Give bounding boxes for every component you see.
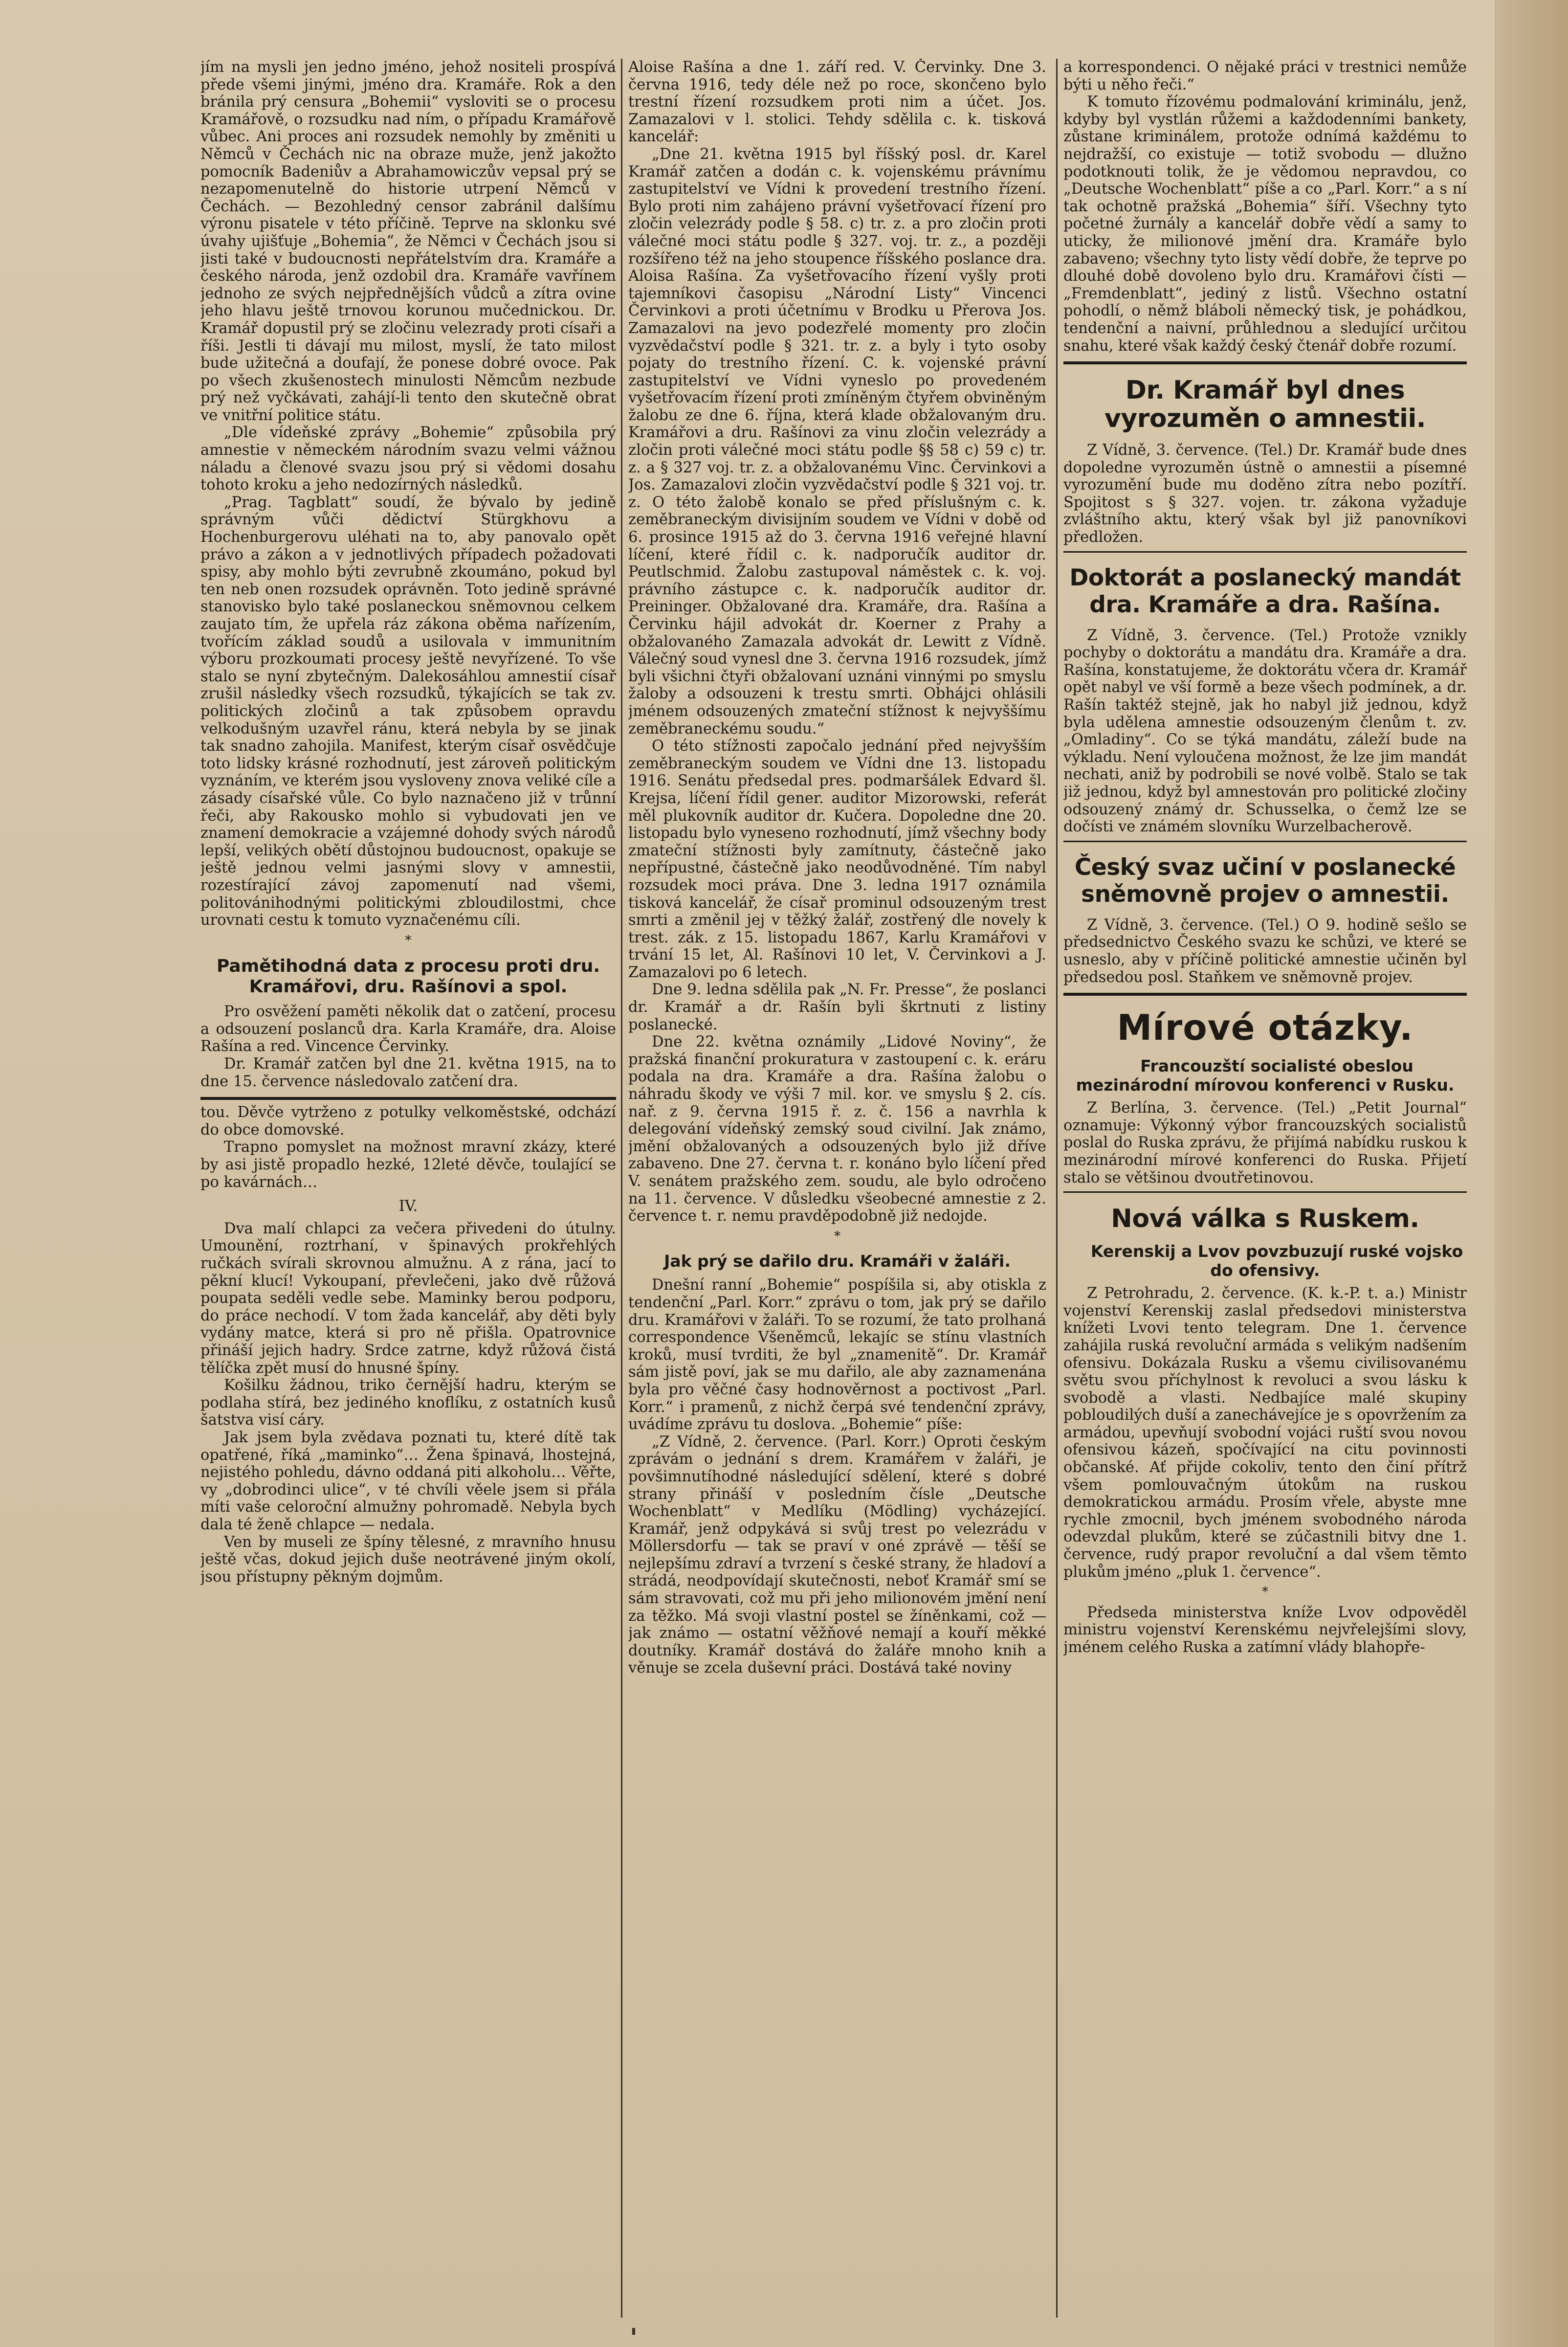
article-subheading: Kerenskij a Lvov povzbuzují ruské vojsko do ofensivy.	[1090, 1242, 1463, 1280]
article-paragraph: Z Petrohradu, 2. července. (K. k.-P. t. a.) Ministr vojenství Kerenskij zaslal předsedovi ministerstva knížeti Lvovi tento telegram. Dne 1. července zahájila ruská revoluční armáda s velikým nadšením ofensivu. Dokázala Rusku a všemu civilisovanému světu svou příchylnost k revoluci a svou lásku k svobodě a vlasti. Nedbajíce malé skupiny pobloudilých duší a zanechávejíce je s opovržením za armádou, upevňují svobodní vojáci ruští svou novou ofensivou kázeň, spočívající na citu povinnosti občanské. Ať přijde cokoliv, tento den činí přítrž všem pomlouvačným útokům na ruskou demokratickou armádu. Prosím vřele, abyste mne rychle zmocnil, bych jménem svobodného národa odevzdal plukům, které se zúčastnili bitvy dne 1. července, rudý prapor revoluční a dal všem těmto plukům jméno „pluk 1. července“.	[1063, 1285, 1467, 1581]
article-paragraph: Předseda ministerstva kníže Lvov odpověděl ministru vojenství Kerenskému nejvřelejšími slovy, jménem celého Ruska a zatímní vlády blahopře-	[1063, 1604, 1467, 1656]
article-paragraph: „Z Vídně, 2. července. (Parl. Korr.) Oproti českým zprávám o jednání s drem. Kramářem v žaláři, je povšimnutíhodné následující sdělení, které s dobré strany přináší v posledním čísle „Deutsche Wochenblatt“ v Medlíku (Mödling) vycházející. Kramář, jenž odpykává si svůj trest po velezrádu v Möllersdorfu — tak se praví v oné zprávě — těší se nejlepšímu zdraví a tvrzení s české strany, že hladoví a strádá, neodpovídají skutečnosti, neboť Kramář smí se sám stravovati, což mu při jeho milionovém jmění není za těžko. Má svoji vlastní postel se žíněnkami, což — jak známo — ostatní věžňové nemají a kouří měkké doutníky. Kramář dostává do žaláře mnoho knih a věnuje se zcela duševní práci. Dostává také noviny	[628, 1433, 1046, 1677]
article-paragraph: Z Vídně, 3. července. (Tel.) Protože vznikly pochyby o doktorátu a mandátu dra. Kramáře a dra. Rašína, konstatujeme, že doktorátu včera dr. Kramář opět nabyl ve vší formě a beze všech podmínek, a dr. Rašín taktéž stejně, jak ho nabyl již jednou, když byla udělena amnestie odsouzeným členům t. zv. „Omladiny“. Co se týká mandátu, záleží bude na výkladu. Není vyloučena možnost, že lze jim mandát nechati, aniž by podrobili se nové volbě. Stalo se tak již jednou, když byl amnestován pro politické zločiny odsouzený známý dr. Schusselka, o čemž lze se dočísti ve známém slovníku Wurzelbacherově.	[1063, 626, 1467, 836]
article-paragraph: Ven by museli ze špíny tělesné, z mravního hnusu ještě včas, dokud jejich duše neotrávené jiným okolí, jsou přístupny pěkným dojmům.	[200, 1533, 616, 1586]
article-paragraph: Dnešní ranní „Bohemie“ pospíšila si, aby otiskla z tendenční „Parl. Korr.“ zprávu o tom, jak prý se dařilo dru. Kramářovi v žaláři. To se rozumí, že tato prolhaná correspondence Všeněmců, lekajíc se stínu vlastních kroků, musí tvrditi, že byl „znamenitě“. Dr. Kramář sám jistě poví, jak se mu dařilo, ale aby zaznamenána byla pro věčné časy hodnověrnost a poctivost „Parl. Korr.“ i pramenů, z nichž čerpá své tendenční zprávy, uvádíme zprávu tu doslova. „Bohemie“ píše:	[628, 1276, 1046, 1433]
divider	[200, 1097, 616, 1100]
article-paragraph: Košilku žádnou, triko černější hadru, kterým se podlaha stírá, bez jediného knoflíku, z ostatních kusů šatstva visí cáry.	[200, 1377, 616, 1429]
section-number: IV.	[398, 1198, 418, 1215]
article-paragraph: Z Vídně, 3. července. (Tel.) O 9. hodině sešlo se předsednictvo Českého svazu ke schůzi, ve které se usneslo, aby v příčině politické amnestie učiněn byl předsedou posl. Staňkem ve sněmovně projev.	[1063, 916, 1467, 986]
article-paragraph: Dva malí chlapci za večera přivedeni do útulny. Umounění, roztrhaní, v špinavých prokřehlých ručkách svírali skrovnou almužnu. A z rána, jací to pěkní klucí! Vykoupaní, převlečeni, jako dvě růžová poupata seděli vedle sebe. Maminky berou podporu, do práce nechodí. V tom žada kancelář, aby děti byly vydány matce, která si pro ně přišla. Opatrovnice přináší jejich hadry. Srdce zatrne, když růžová čistá tělíčka zpět musí do hnusné špíny.	[200, 1220, 616, 1377]
divider	[1063, 1191, 1467, 1193]
article-headline: Dr. Kramář byl dnes vyrozuměn o amnestii.	[1104, 376, 1426, 434]
article-paragraph: Z Vídně, 3. července. (Tel.) Dr. Kramář bude dnes dopoledne vyrozuměn ústně o amnestii a písemné vyrozumění bude mu doděno zítra nebo pozítří. Spojitost s § 327. vojen. tr. zákona vyžaduje zvláštního aktu, který však byl již panovníkovi předložen.	[1063, 442, 1467, 546]
section-separator: *	[834, 1229, 840, 1244]
divider	[1063, 551, 1467, 553]
article-paragraph: jím na mysli jen jedno jméno, jehož nositeli prospívá přede všemi jinými, jméno dra. Kramáře. Rok a den bránila prý censura „Bohemii“ vysloviti se o procesu Kramářově, o rozsudku nad ním, o případu Kramářově vůbec. Ani proces ani rozsudek nemohly by změniti u Němců v Čechách nic na obraze muže, jenž jakožto pomocník Badeniův a Abrahamowiczův vepsal prý se nezapomenutelně do historie utrpení Němců v Čechách. — Bezohledný censor zabránil dalšímu výronu pisatele v této příčině. Teprve na sklonku své úvahy ujišťuje „Bohemia“, že Němci v Čechách jsou si jisti také v budoucnosti nepřátelstvím dra. Kramáře a českého národa, jenž ozdobil dra. Kramáře vavřínem jednoho ze svých nejpřednějších vůdců a zítra ovine jeho hlavu ještě trnovou korunou mučednickou. Dr. Kramář dopustil prý se zločinu velezrady proti císaři a říši. Jestli ti dávají mu milost, myslí, že tato milost bude užitečná a doufají, že ponese dobré ovoce. Pak po všech zkušenostech minulosti Němcům nezbude prý než vyčkávati, zahájí-li tento den skutečně obrat ve vnitřní politice státu.	[200, 59, 616, 424]
article-paragraph: Z Berlína, 3. července. (Tel.) „Petit Journal“ oznamuje: Výkonný výbor francouzských socialistů poslal do Ruska zprávu, že přijímá nabídku ruskou k mezinárodní mírové konferenci do Ruska. Přijetí stalo se většinou dvoutřetinovou.	[1063, 1099, 1467, 1186]
article-paragraph: „Dle vídeňské zprávy „Bohemie“ způsobila prý amnestie v německém národním svazu velmi vážnou náladu a členové svazu jsou prý si vědomi dosahu tohoto kroku a jeho nedozírných následků.	[200, 424, 616, 494]
binding-mark	[632, 2328, 635, 2335]
article-paragraph: Jak jsem byla zvědava poznati tu, které dítě tak opatřené, říká „maminko“… Žena špinavá, lhostejná, nejistého pohledu, dávno oddaná piti alkoholu… Věřte, vy „dobrodinci ulice“, v té chvíli věele jsem si přála míti vaše celoroční almužny pohromadě. Nebyla bych dala té ženě chlapce — nedala.	[200, 1429, 616, 1533]
article-headline: Nová válka s Ruskem.	[1111, 1204, 1419, 1234]
section-separator: *	[405, 933, 412, 948]
article-paragraph: Pro osvěžení paměti několik dat o zatčení, procesu a odsouzení poslanců dra. Karla Kramáře, dra. Aloise Rašína a red. Vincence Červinky.	[200, 1003, 616, 1055]
article-subheading: Francouzští socialisté obeslou mezinárodní mírovou konferenci v Rusku.	[1076, 1056, 1455, 1095]
article-headline: Mírové otázky.	[1117, 1007, 1413, 1049]
column-1	[200, 59, 616, 2327]
article-paragraph: Trapno pomyslet na možnost mravní zkázy, které by asi jistě propadlo hezké, 12leté děvče, toulající se po kavárnách…	[200, 1139, 616, 1191]
article-headline: Český svaz učiní v poslanecké sněmovně projev o amnestii.	[1074, 853, 1456, 908]
column-rule	[621, 59, 622, 2318]
article-paragraph: K tomuto řízovému podmalování kriminálu, jenž, kdyby byl vystlán růžemi a každodenními bankety, zůstane kriminálem, protože odnímá každému to nejdražší, co existuje — totiž svobodu — dlužno podotknouti tolik, že je vědomou nepravdou, co „Deutsche Wochenblatt“ píše a co „Parl. Korr.“ a s ní tak ochotně pražská „Bohemia“ šíří. Všechny tyto početné žurnály a kancelář dobře vědí a samy to uticky, že milionové jmění dra. Kramáře bylo zabaveno; všechny tyto listy vědí dobře, že teprve po dlouhé době dovoleno bylo dru. Kramářovi čísti — „Fremdenblatt“, jediný z listů. Všechno ostatní pohodlí, o němž bláboli německý tisk, je pohádkou, tendenční a naivní, průhlednou a sledující určitou snahu, které však každý český čtenář dobře rozumí.	[1063, 93, 1467, 355]
section-separator: *	[1262, 1585, 1268, 1600]
article-paragraph: Aloise Rašína a dne 1. září red. V. Červinky. Dne 3. června 1916, tedy déle než po roce, skončeno bylo trestní řízení rozsudkem proti nim a účet. Jos. Zamazalovi v l. stolici. Tehdy sdělila c. k. tisková kancelář:	[628, 59, 1046, 146]
article-headline: Doktorát a poslanecký mandát dra. Kramáře a dra. Rašína.	[1069, 564, 1461, 618]
article-heading: Jak prý se dařilo dru. Kramáři v žaláři.	[664, 1252, 1011, 1271]
divider	[1063, 993, 1467, 996]
article-paragraph: Dne 22. května oznámily „Lidové Noviny“, že pražská finanční prokuratura v zastoupení c. k. eráru podala na dra. Kramáře a dra. Rašína žalobu o náhradu škody ve výši 7 mil. kor. ve smyslu § 2. cís. nař. z 9. června 1915 ř. z. č. 156 a navrhla k delegování vídeňský zemský soud civilní. Jak známo, jmění obžalovaných a odsouzených bylo již dříve zabaveno. Dne 27. června t. r. konáno bylo líčení před V. senátem pražského zem. soudu, ale bylo odročeno na 11. července. V důsledku všeobecné amnestie z 2. července t. r. nemu pravděpodobně již nedojde.	[628, 1033, 1046, 1225]
article-paragraph: „Dne 21. května 1915 byl říšský posl. dr. Karel Kramář zatčen a dodán c. k. vojenskému právnímu zastupitelství ve Vídni k provedení trestního řízení. Bylo proti nim zahájeno právní vyšetřovací řízení pro zločin velezrády podle § 58. c) tr. z. a pro zločin proti válečné moci státu podle § 327. voj. tr. z., a později rozšířeno též na jeho stoupence říšského poslance dra. Aloisa Rašína. Za vyšetřovacího řízení vyšly proti tajemníkovi časopisu „Národní Listy“ Vincenci Červinkovi a proti účetnímu v Brodku u Přerova Jos. Zamazalovi na jevo podezřelé momenty pro zločin vyzvědačství podle § 321. tr. z. a byly i tyto osoby pojaty do trestního řízení. C. k. vojenské právní zastupitelství ve Vídni vyneslo po provedeném vyšetřovacím řízení proti zmíněným čtyřem obviněným žalobu ze dne 6. října, která klade obžalovaným dru. Kramářovi a dru. Rašínovi za vinu zločin velezrády a zločin proti válečné moci státu podle §§ 58 c) 59 c) tr. z. a § 327 voj. tr. z. a obžalovanému Vinc. Červinkovi a Jos. Zamazalovi zločin vyzvědačství podle § 321 voj. tr. z. O této žalobě konalo se před příslušným c. k. zeměbraneckým divisijním soudem ve Vídni v době od 6. prosince 1915 až do 3. června 1916 veřejné hlavní líčení, které řídil c. k. nadporučík auditor dr. Peutlschmid. Žalobu zastupoval náměstek c. k. voj. právního zástupce c. k. nadporučík auditor dr. Preininger. Obžalované dra. Kramáře, dra. Rašína a Červinku hájil advokát dr. Koerner z Prahy a obžalovaného Zamazala advokát dr. Lewitt z Vídně. Válečný soud vynesl dne 3. června 1916 rozsudek, jímž byli všichni čtyři obžalovaní uznáni vinnými po smyslu žaloby a odsouzeni k trestu smrti. Obhájci ohlásili jménem odsouzených zmateční stížnost k nejvyššímu zeměbraneckému soudu.“	[628, 145, 1046, 738]
article-paragraph: a korrespondenci. O nějaké práci v trestnici nemůže býti u něho řeči.“	[1063, 59, 1467, 93]
article-paragraph: Dne 9. ledna sdělila pak „N. Fr. Presse“, že poslanci dr. Kramář a dr. Rašín byli škrtnuti z listiny poslanecké.	[628, 981, 1046, 1033]
article-paragraph: Dr. Kramář zatčen byl dne 21. května 1915, na to dne 15. července následovalo zatčení dra.	[200, 1055, 616, 1090]
article-paragraph: O této stížnosti započalo jednání před nejvyšším zeměbraneckým soudem ve Vídni dne 13. listopadu 1916. Senátu předsedal pres. podmaršálek Edvard šl. Krejsa, líčení řídil gener. auditor Mizorowski, referát měl plukovník auditor dr. Kučera. Dopoledne dne 20. listopadu bylo vyneseno rozhodnutí, jímž všechny body zmateční stížnosti byly zamítnuty, částečně jako nepřípustné, částečně jako neodůvodněné. Tím nabyl rozsudek moci práva. Dne 3. ledna 1917 oznámila tisková kancelář, že císař prominul odsouzeným trest smrti a změnil jej v těžký žalář, zostřený dle novely k trest. zák. z 15. listopadu 1867, Karlu Kramářovi v trvání 15 let, Al. Rašínovi 10 let, V. Červinkovi a J. Zamazalovi po 6 letech.	[628, 738, 1046, 981]
column-rule	[1056, 59, 1058, 2318]
article-paragraph: tou. Děvče vytrženo z potulky velkoměstské, odchází do obce domovské.	[200, 1104, 616, 1139]
column-2	[628, 59, 1046, 2327]
column-3	[1063, 59, 1467, 2327]
article-paragraph: „Prag. Tagblatt“ soudí, že bývalo by jedině správným vůči dědictví Stürgkhovu a Hochenburgerovu uléhati na to, aby panovalo opět právo a zákon a v jednotlivých případech požadovati spisy, aby mohlo býti zevrubně zkoumáno, pokud byl ten neb onen rozsudek oprávněn. Toto jedině správné stanovisko bylo také poslaneckou sněmovnou celkem zaujato tím, že upřela ráz zákona oběma nařízením, tvořícím základ soudů a usilovala v immunitním výboru prozkoumati procesy ještě nevyřízené. To vše stalo se nyní zbytečným. Dalekosáhlou amnestií císař zrušil následky všech rozsudků, týkajících se tak zv. politických zločinů a tak způsobem opravdu velkodušným uzavřel ránu, která nebyla by se jinak tak snadno zahojila. Manifest, kterým císař osvědčuje toto lidsky krásné rozhodnutí, jest zároveň politickým vyznáním, ve kterém jsou vysloveny znova veliké cíle a zásady císařské vůle. Co bylo naznačeno již v trůnní řeči, aby Rakousko mohlo si vybudovati jen ve znamení demokracie a vzájemné dohody svých národů lepší, velikých obětí důstojnou budoucnost, opakuje se ještě jednou velmi jasnými slovy v amnestii, rozestírající závoj zapomenutí nad všemi, politovánihodnými politickými zbloudilostmi, chce urovnati cestu k tomuto vyznačenému cíli.	[200, 493, 616, 929]
page-edge	[1495, 0, 1568, 2347]
divider	[1063, 361, 1467, 364]
article-heading: Pamětihodná data z procesu proti dru. Kramářovi, dru. Rašínovi a spol.	[216, 956, 600, 997]
divider	[1063, 841, 1467, 842]
